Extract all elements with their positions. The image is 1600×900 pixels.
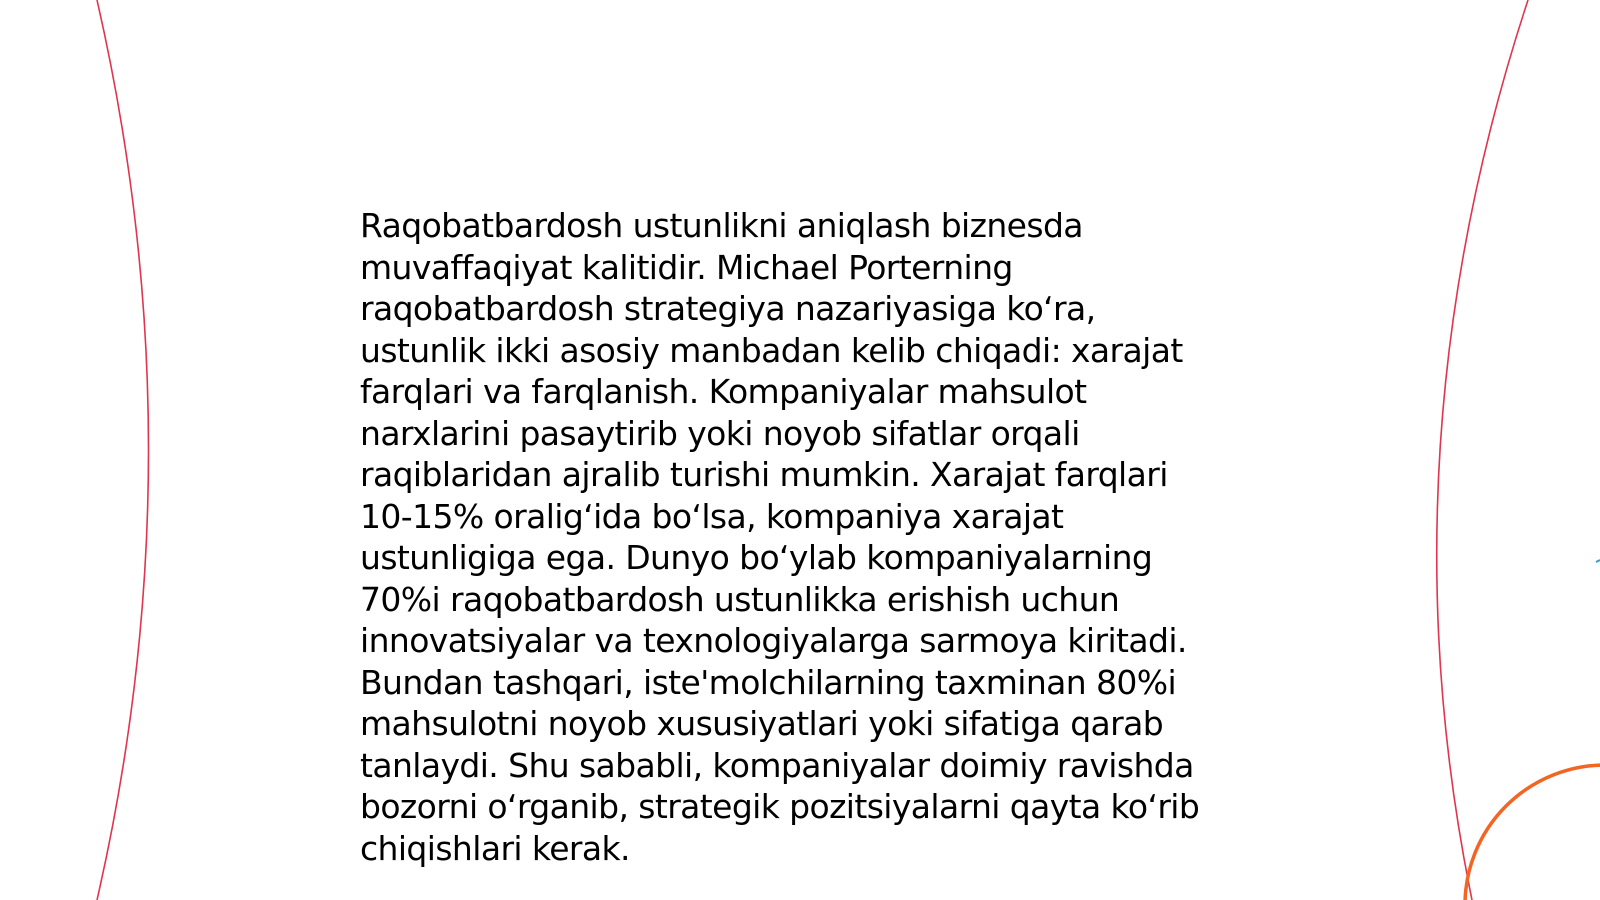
right-arc-line xyxy=(1437,0,1528,900)
body-paragraph: Raqobatbardosh ustunlikni aniqlash biznesda muvaffaqiyat kalitidir. Michael Porterning raqobatbardosh strategiya nazariyasiga koʻra, ustunlik ikki asosiy manbadan kelib chiqadi: xarajat farqlari va farqlanish. Kompaniyalar mahsulot narxlarini pasaytirib yoki noyob sifatlar orqali raqiblaridan ajralib turishi mumkin. Xarajat farqlari 10-15% oraligʻida boʻlsa, kompaniya xarajat ustunligiga ega. Dunyo boʻylab kompaniyalarning 70%i raqobatbardosh ustunlikka erishish uchun innovatsiyalar va texnologiyalarga sarmoya kiritadi. Bundan tashqari, iste'molchilarning taxminan 80%i mahsulotni noyob xususiyatlari yoki sifatiga qarab tanlaydi. Shu sababli, kompaniyalar doimiy ravishda bozorni oʻrganib, strategik pozitsiyalarni qayta koʻrib chiqishlari kerak. xyxy=(360,206,1200,868)
orange-circle-accent xyxy=(1465,765,1600,900)
teal-tick-accent xyxy=(1596,560,1600,562)
left-arc-line xyxy=(97,0,149,900)
